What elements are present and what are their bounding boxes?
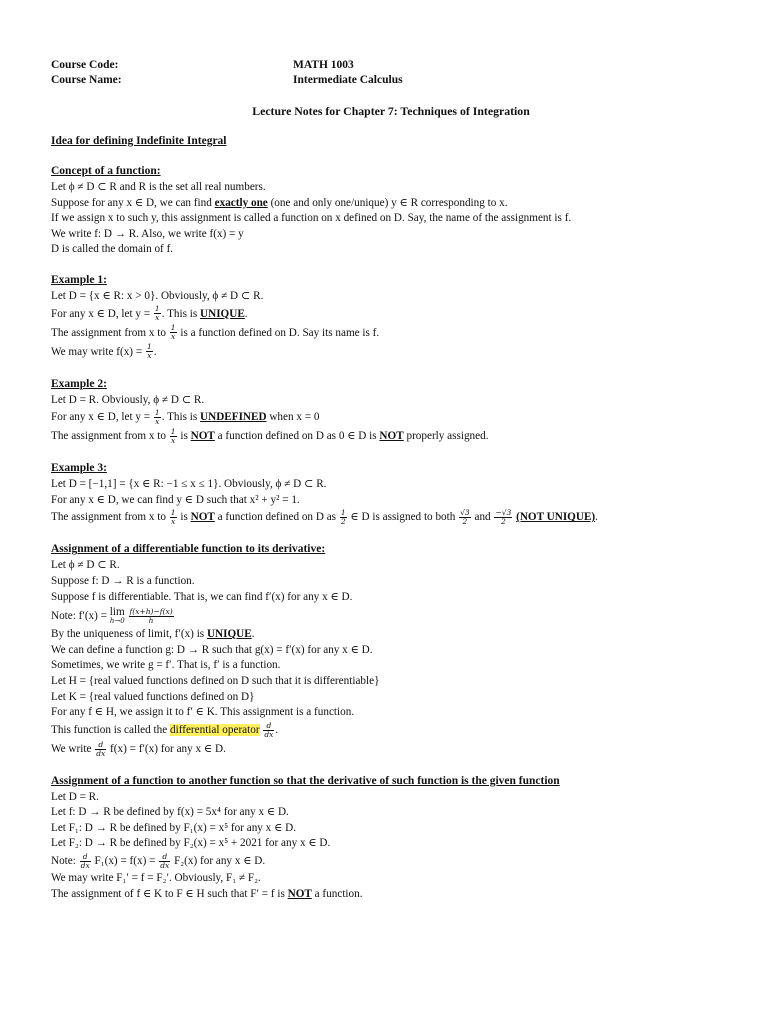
example-1-line-4-a: We may write f(x) = [51, 345, 143, 358]
concept-line-1: Let ϕ ≠ D ⊂ R and R is the set all real numbers. [51, 181, 266, 193]
idea-heading: Idea for defining Indefinite Integral [51, 135, 227, 147]
fraction-numerator: d [263, 722, 274, 731]
example-3-line-3 [51, 508, 731, 527]
antiderivative-heading: Assignment of a function to another function so that the derivative of such function is the given function [51, 774, 560, 787]
example-2-heading: Example 2: [51, 377, 107, 390]
derivative-line-5-a: By the uniqueness of limit, f′(x) is [51, 628, 205, 641]
fraction-one-over-x [146, 343, 153, 360]
example-1-line-3 [51, 324, 731, 343]
example-2-line-1: Let D = R. Obviously, ϕ ≠ D ⊂ R. [51, 393, 205, 406]
antiderivative-line-6: We may write F₁′ = f = F₂′. Obviously, F₁ ≠ F₂. [51, 872, 261, 885]
derivative-line-5-c: . [251, 628, 255, 641]
course-code-value: MATH 1003 [293, 59, 354, 71]
fraction-numerator: d [159, 853, 170, 862]
course-header [51, 58, 731, 88]
fraction-denominator: x [155, 417, 160, 427]
derivative-line-10: For any f ∈ H, we assign it to f′ ∈ K. This assignment is a function. [51, 706, 355, 719]
concept-line-2 [51, 196, 731, 212]
fraction-denominator: 2 [340, 517, 346, 527]
example-3-line-3-f: and [474, 511, 491, 524]
derivative-line-4-a: Note: f′(x) = [51, 610, 107, 623]
derivative-line-11 [51, 721, 731, 740]
concept-heading: Concept of a function: [51, 165, 161, 177]
example-1-line-2-a: For any x ∈ D, let y = [51, 307, 151, 320]
example-3-line-3-a: The assignment from x to [51, 511, 166, 524]
fraction-neg-root3-over-2 [494, 509, 512, 526]
antiderivative-line-7-a: The assignment of f ∈ K to F ∈ H such that F′ = f is [51, 887, 285, 900]
fraction-numerator: √3 [460, 508, 470, 518]
example-2-line-3 [51, 427, 731, 446]
unique-emphasis: UNIQUE [200, 307, 245, 320]
example-1-line-2-d: . [244, 307, 248, 320]
concept-line-3: If we assign x to such y, this assignment is called a function on x defined on D. Say, the name of the assignment is f. [51, 212, 572, 225]
fraction-numerator: f(x+h)−f(x) [129, 607, 173, 617]
derivative-line-12-a: We write [51, 742, 92, 755]
fraction-one-over-x [154, 305, 161, 322]
example-2-line-2-b: . This is [161, 411, 198, 424]
example-1-line-3-a: The assignment from x to [51, 326, 166, 339]
lecture-notes-page [51, 58, 731, 902]
derivative-line-11-c: . [275, 723, 279, 736]
not-emphasis: NOT [287, 887, 312, 900]
fraction-numerator: 1 [170, 508, 176, 518]
fraction-denominator: dx [96, 748, 106, 758]
concept-line-5: D is called the domain of f. [51, 243, 174, 256]
example-1-heading: Example 1: [51, 273, 107, 286]
difference-quotient [129, 608, 174, 625]
antiderivative-line-4: Let F₂: D → R be defined by F₂(x) = x⁵ + 2021 for any x ∈ D. [51, 837, 331, 850]
differential-operator-highlight: differential operator [170, 723, 260, 736]
d-over-dx [263, 722, 274, 739]
example-1-line-4-b: . [153, 345, 157, 358]
limit-operator [109, 605, 125, 626]
fraction-numerator: 1 [154, 408, 160, 418]
fraction-denominator: x [147, 351, 152, 361]
fraction-numerator: 1 [170, 427, 176, 437]
course-name-label: Course Name: [51, 74, 122, 86]
antiderivative-line-5-a: Note: [51, 855, 76, 868]
not-emphasis: NOT [190, 430, 215, 443]
example-3-line-3-e: ∈ D is assigned to both [350, 511, 456, 524]
fraction-numerator: d [80, 853, 91, 862]
example-2-line-3-f: properly assigned. [406, 430, 489, 443]
example-1-line-3-b: is a function defined on D. Say its name is f. [180, 326, 380, 339]
derivative-line-6: We can define a function g: D → R such that g(x) = f′(x) for any x ∈ D. [51, 643, 373, 656]
example-1-line-2-b: . This is [161, 307, 198, 320]
antiderivative-line-2: Let f: D → R be defined by f(x) = 5x⁴ for any x ∈ D. [51, 806, 289, 819]
fraction-one-over-x [170, 324, 177, 341]
unique-emphasis: UNIQUE [206, 628, 252, 641]
antiderivative-line-5-c: F₂(x) for any x ∈ D. [174, 855, 266, 868]
antiderivative-line-7-c: a function. [314, 887, 363, 900]
exactly-one-emphasis: exactly one [214, 196, 268, 209]
not-emphasis: NOT [379, 430, 404, 443]
document-title: Lecture Notes for Chapter 7: Techniques of Integration [252, 104, 530, 118]
example-3-heading: Example 3: [51, 462, 107, 475]
example-3-line-3-h: . [595, 511, 598, 524]
limit-subscript: h→0 [109, 616, 125, 625]
example-3-line-3-d: a function defined on D as [217, 511, 337, 524]
derivative-line-5 [51, 627, 731, 643]
not-emphasis: NOT [190, 511, 215, 524]
fraction-numerator: 1 [340, 508, 346, 518]
example-2-line-2-d: when x = 0 [269, 411, 320, 424]
fraction-one-over-x [170, 509, 177, 526]
antiderivative-line-3: Let F₁: D → R be defined by F₁(x) = x⁵ for any x ∈ D. [51, 821, 297, 834]
fraction-numerator: 1 [170, 323, 176, 333]
example-2-line-3-a: The assignment from x to [51, 430, 166, 443]
derivative-line-12 [51, 740, 731, 759]
concept-line-2-a: Suppose for any x ∈ D, we can find [51, 196, 212, 209]
antiderivative-line-5 [51, 852, 731, 871]
d-over-dx [80, 853, 91, 870]
derivative-line-1: Let ϕ ≠ D ⊂ R. [51, 559, 120, 572]
derivative-line-9: Let K = {real valued functions defined on D} [51, 690, 255, 703]
antiderivative-line-1: Let D = R. [51, 790, 99, 803]
example-3-line-1: Let D = [−1,1] = {x ∈ R: −1 ≤ x ≤ 1}. Obviously, ϕ ≠ D ⊂ R. [51, 478, 327, 491]
derivative-heading: Assignment of a differentiable function to its derivative: [51, 543, 326, 556]
course-name-value: Intermediate Calculus [293, 74, 403, 86]
derivative-line-8: Let H = {real valued functions defined on D such that it is differentiable} [51, 674, 380, 687]
example-1-line-4 [51, 343, 731, 362]
antiderivative-line-7 [51, 887, 731, 903]
fraction-denominator: 2 [462, 517, 468, 527]
fraction-numerator: −√3 [495, 508, 512, 518]
fraction-numerator: d [95, 741, 106, 750]
undefined-emphasis: UNDEFINED [200, 411, 267, 424]
fraction-one-over-x [154, 409, 161, 426]
fraction-numerator: 1 [146, 342, 152, 352]
derivative-line-3: Suppose f is differentiable. That is, we can find f′(x) for any x ∈ D. [51, 590, 353, 603]
not-unique-emphasis: (NOT UNIQUE) [516, 511, 596, 524]
fraction-numerator: 1 [154, 304, 160, 314]
example-2-line-3-b: is [180, 430, 188, 443]
fraction-denominator: x [171, 332, 176, 342]
derivative-line-12-b: f(x) = f′(x) for any x ∈ D. [110, 742, 226, 755]
limit-symbol: lim [109, 605, 125, 618]
fraction-root3-over-2 [459, 509, 471, 526]
example-1-line-2 [51, 305, 731, 324]
example-1-line-1: Let D = {x ∈ R: x > 0}. Obviously, ϕ ≠ D ⊂ R. [51, 289, 264, 302]
course-code-label: Course Code: [51, 59, 119, 71]
concept-line-4: We write f: D → R. Also, we write f(x) = y [51, 227, 244, 240]
concept-line-2-c: (one and only one/unique) y ∈ R corresponding to x. [270, 196, 508, 209]
antiderivative-line-5-b: F₁(x) = f(x) = [94, 855, 156, 868]
derivative-line-11-a: This function is called the [51, 723, 168, 736]
fraction-denominator: x [171, 517, 176, 527]
example-2-line-2-a: For any x ∈ D, let y = [51, 411, 151, 424]
example-3-line-3-b: is [180, 511, 188, 524]
fraction-denominator: dx [160, 860, 170, 870]
d-over-dx [159, 853, 170, 870]
example-3-line-2: For any x ∈ D, we can find y ∈ D such that x² + y² = 1. [51, 493, 300, 506]
fraction-denominator: x [171, 436, 176, 446]
fraction-denominator: dx [80, 860, 90, 870]
example-2-line-2 [51, 408, 731, 427]
fraction-denominator: 2 [500, 517, 506, 527]
fraction-denominator: x [155, 313, 160, 323]
derivative-line-2: Suppose f: D → R is a function. [51, 574, 195, 587]
fraction-denominator: dx [264, 729, 274, 739]
d-over-dx [95, 741, 106, 758]
fraction-one-half [340, 509, 347, 526]
derivative-line-7: Sometimes, we write g = f′. That is, f′ is a function. [51, 659, 281, 672]
fraction-denominator: h [148, 616, 154, 626]
derivative-limit-definition [51, 605, 731, 627]
example-2-line-3-d: a function defined on D as 0 ∈ D is [217, 430, 377, 443]
fraction-one-over-x [170, 428, 177, 445]
